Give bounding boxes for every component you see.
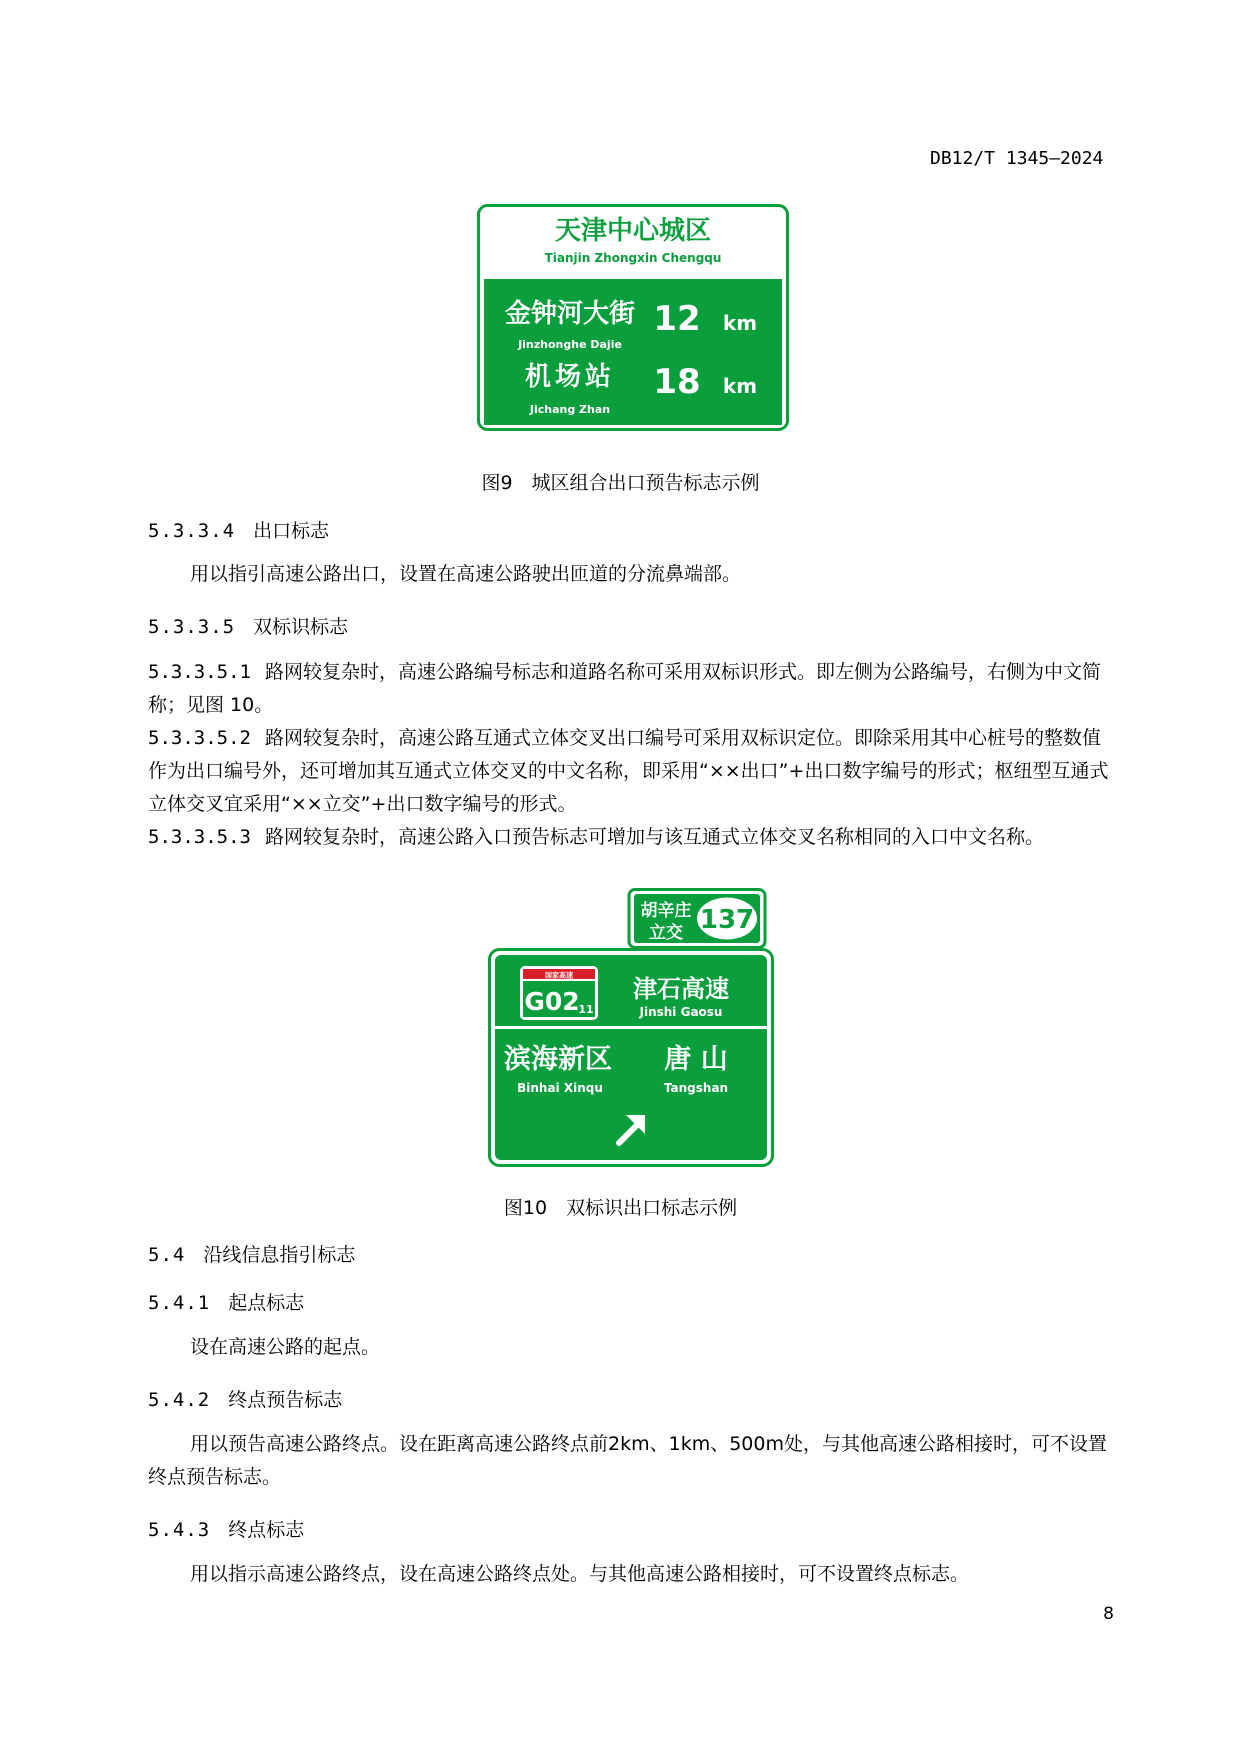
shield-sub: 11: [578, 1003, 594, 1016]
sign-top-name: 天津中心城区: [554, 216, 712, 246]
section-heading-5-3-3-5: [148, 612, 348, 639]
section-heading-5-4: [148, 1240, 355, 1267]
destination-2-name: 唐 山: [664, 1044, 728, 1075]
figure10-sign: [488, 888, 774, 1168]
sign-row2-pinyin: Jichang Zhan: [529, 403, 611, 416]
section-number: 5.4.2: [148, 1389, 211, 1411]
section-heading-5-4-3: [148, 1515, 304, 1542]
clause-number: 5.3.3.5.3: [148, 826, 251, 848]
section-number: 5.4.1: [148, 1292, 211, 1314]
figure10-caption: 图10 双标识出口标志示例: [503, 1197, 738, 1219]
section-number: 5.4: [148, 1244, 186, 1266]
sign-top-pinyin: Tianjin Zhongxin Chengqu: [544, 251, 722, 265]
section-title: 双标识标志: [253, 616, 349, 638]
sign-row2-unit: km: [722, 374, 758, 398]
sign-row1-distance: 12: [653, 299, 701, 339]
section-title: 终点标志: [228, 1519, 305, 1541]
section-number: 5.4.3: [148, 1519, 211, 1541]
section-text-5-3-3-4: 用以指引高速公路出口，设置在高速公路驶出匝道的分流鼻端部。: [190, 563, 742, 585]
clause-5-3-3-5-2: [148, 722, 1113, 821]
section-text-5-4-1: 设在高速公路的起点。: [190, 1336, 381, 1358]
clause-text: 路网较复杂时，高速公路编号标志和道路名称可采用双标识形式。即左侧为公路编号，右侧为中文简称；见图 10。: [148, 661, 1101, 716]
clause-5-3-3-5-3: [148, 821, 1113, 854]
destination-1-name: 滨海新区: [504, 1044, 612, 1075]
document-code: DB12/T 1345—2024: [930, 148, 1104, 169]
section-heading-5-4-2: [148, 1385, 342, 1412]
section-text-5-4-2: 用以预告高速公路终点。设在距离高速公路终点前2km、1km、500m处，与其他高速公路相接时，可不设置终点预告标志。: [148, 1433, 1107, 1488]
destination-1-pinyin: Binhai Xinqu: [517, 1081, 603, 1095]
clause-text: 路网较复杂时，高速公路入口预告标志可增加与该互通式立体交叉名称相同的入口中文名称。: [264, 826, 1044, 848]
sign-row2-name: 机场站: [524, 362, 616, 392]
section-title: 沿线信息指引标志: [203, 1244, 356, 1266]
section-number: 5.3.3.5: [148, 616, 236, 638]
section-title: 起点标志: [228, 1292, 305, 1314]
exit-tab-name-line1: 胡辛庄: [640, 901, 692, 921]
sign-row1-pinyin: Jinzhonghe Dajie: [518, 338, 622, 351]
section-heading-5-4-1: [148, 1288, 304, 1315]
section-text-5-4-3: 用以指示高速公路终点，设在高速公路终点处。与其他高速公路相接时，可不设置终点标志。: [190, 1563, 970, 1585]
section-heading-5-3-3-4: [148, 516, 329, 543]
exit-tab-name-line2: 立交: [649, 923, 683, 943]
clause-number: 5.3.3.5.2: [148, 727, 251, 749]
shield-header-text: 国家高速: [545, 971, 573, 980]
clause-text: 路网较复杂时，高速公路互通式立体交叉出口编号可采用双标识定位。即除采用其中心桩号的整数值作为出口编号外，还可增加其互通式立体交叉的中文名称，即采用“××出口”+出口数字编号的形式；枢纽型互通式立体交叉宜采用“××立交”+出口数字编号的形式。: [148, 727, 1109, 815]
figure9-sign: [477, 204, 789, 431]
sign-divider: [495, 1026, 767, 1029]
section-title: 出口标志: [253, 520, 330, 542]
clause-5-3-3-5-1: [148, 656, 1113, 722]
sign-row1-name: 金钟河大街: [504, 299, 636, 329]
clause-number: 5.3.3.5.1: [148, 661, 251, 683]
section-number: 5.3.3.4: [148, 520, 236, 542]
sign-row2-distance: 18: [653, 362, 701, 402]
road-pinyin: Jinshi Gaosu: [639, 1005, 723, 1019]
destination-2-pinyin: Tangshan: [663, 1081, 729, 1095]
road-name: 津石高速: [633, 975, 729, 1003]
sign-row1-unit: km: [722, 311, 758, 335]
page-number: 8: [1103, 1604, 1114, 1624]
exit-number: 137: [699, 905, 755, 935]
shield-code: G02: [524, 987, 580, 1016]
section-title: 终点预告标志: [228, 1389, 343, 1411]
figure9-caption: 图9 城区组合出口预告标志示例: [481, 472, 760, 494]
